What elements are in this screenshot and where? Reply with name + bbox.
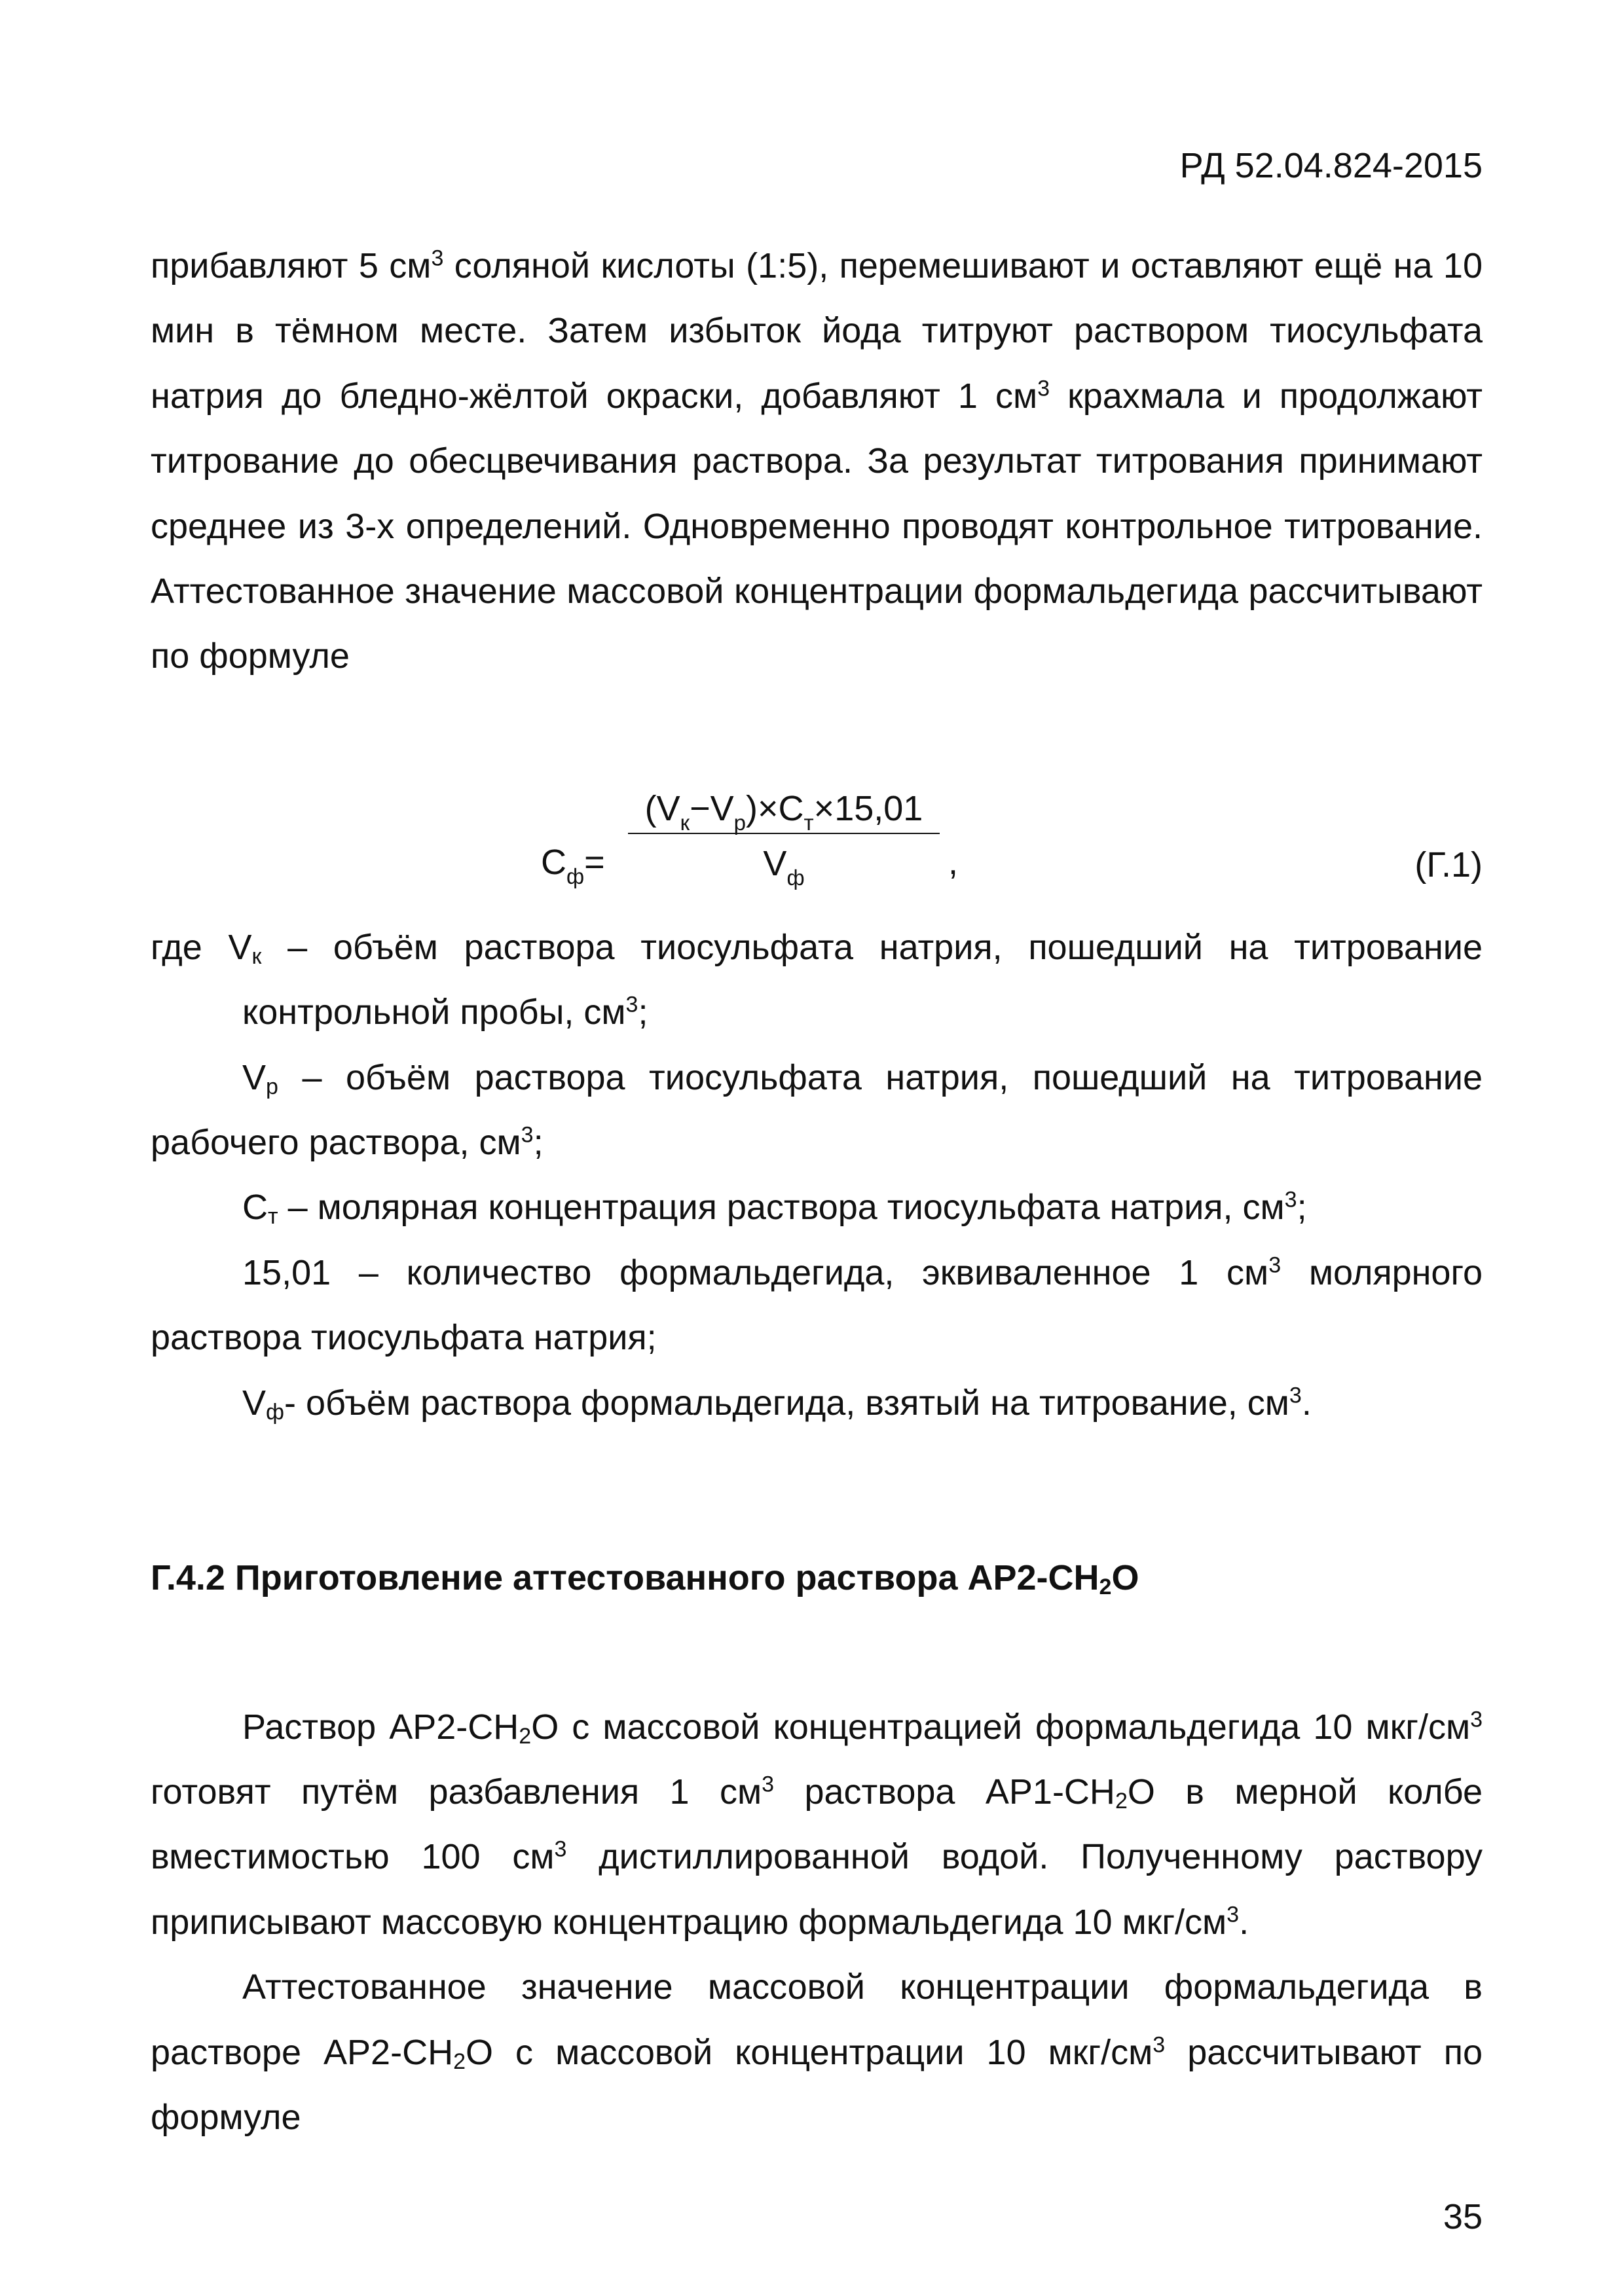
subscript: к — [251, 943, 262, 969]
formula-lhs: $C_ф=$ — [541, 842, 605, 888]
text-run: V — [242, 1057, 267, 1097]
superscript: 3 — [1268, 1252, 1282, 1278]
formula-comma: , — [948, 842, 959, 882]
text-run: прибавляют 5 см — [151, 246, 432, 285]
text-run: готовят путём разбавления 1 см — [151, 1772, 762, 1812]
superscript: 3 — [1470, 1706, 1483, 1732]
text-run: где V — [151, 927, 252, 967]
where-item-vr — [151, 1046, 1483, 1176]
spacer — [151, 1436, 1483, 1546]
text-run: Аттестованное значение массовой концентрации формальдегида в растворе АР2-СН — [151, 1967, 1483, 2072]
superscript: 3 — [625, 992, 638, 1017]
formula-fraction — [628, 788, 940, 890]
text-run: ; — [533, 1123, 544, 1163]
doc-code: РД 52.04.824-2015 — [1179, 146, 1483, 185]
equation-number: (Г.1) — [1414, 845, 1483, 884]
superscript: 3 — [762, 1772, 775, 1797]
text-run: раствора АР1-СН — [774, 1772, 1115, 1812]
text-run: – объём раствора тиосульфата натрия, пошедший на титрование рабочего раствора, см — [151, 1057, 1483, 1163]
text-run: крахмала и продолжают титрование до обесцвечивания раствора. За результат титрования принимают среднее из 3-х определений. Одновременно проводят контрольное титрование. Аттестованное значение массовой концентрации формальдегида рассчитывают по формуле — [151, 376, 1483, 676]
subscript: ф — [266, 1399, 285, 1425]
text-run: О в мерной колбе вместимостью 100 см — [151, 1772, 1483, 1877]
paragraph-preparation — [151, 1695, 1483, 1956]
spacer — [151, 689, 1483, 779]
text-run: О — [1111, 1558, 1139, 1598]
text-run: Г.4.2 Приготовление аттестованного раствора АР2-СН — [151, 1558, 1099, 1598]
text-run: Раствор АР2-СН — [242, 1707, 519, 1747]
superscript: 3 — [431, 246, 444, 271]
text-run: ; — [1297, 1188, 1307, 1228]
superscript: 3 — [1284, 1187, 1297, 1212]
text-run: соляной кислоты (1:5), перемешивают и оставляют ещё на 10 мин в тёмном месте. Затем избыток йода титруют раствором тиосульфата натрия до бледно-жёлтой окраски, добавляют 1 см — [151, 246, 1483, 416]
text-run: . — [1239, 1902, 1249, 1942]
spacer — [151, 1611, 1483, 1695]
superscript: 3 — [554, 1836, 567, 1862]
text-run: дистиллированной водой. Полученному раствору приписывают массовую концентрацию формальдегида 10 мкг/см — [151, 1837, 1483, 1942]
text-run: V — [242, 1383, 267, 1423]
text-run: ; — [638, 993, 648, 1032]
superscript: 3 — [521, 1122, 534, 1148]
subscript: 2 — [1099, 1574, 1112, 1599]
text-run: О с массовой концентрацией формальдегида 10 мкг/см — [531, 1707, 1471, 1747]
paragraph-intro — [151, 234, 1483, 689]
section-heading — [151, 1546, 1483, 1611]
subscript: т — [268, 1204, 278, 1230]
where-item-vk — [151, 915, 1483, 1046]
page-content — [151, 234, 1483, 2150]
formula-numerator: $(V_к-V_р)\times C_т\times 15,01$ — [644, 788, 923, 835]
where-item-vf — [151, 1371, 1483, 1436]
superscript: 3 — [1227, 1902, 1240, 1927]
where-item-ct — [151, 1175, 1483, 1240]
subscript: 2 — [1115, 1788, 1128, 1813]
paragraph-attested-value — [151, 1955, 1483, 2150]
superscript: 3 — [1037, 376, 1050, 401]
subscript: р — [266, 1074, 278, 1099]
subscript: 2 — [519, 1723, 532, 1749]
page-number: 35 — [1443, 2197, 1483, 2236]
text-run: 15,01 – количество формальдегида, эквиваленное 1 см — [242, 1252, 1269, 1292]
text-run: О с массовой концентрации 10 мкг/см — [465, 2032, 1153, 2072]
superscript: 3 — [1289, 1383, 1302, 1408]
text-run: - объём раствора формальдегида, взятый на титрование, см — [284, 1383, 1289, 1423]
formula-denominator: $V_ф$ — [763, 843, 805, 890]
where-item-constant — [151, 1241, 1483, 1371]
text-run: – молярная концентрация раствора тиосульфата натрия, см — [278, 1188, 1285, 1228]
fraction-bar — [628, 833, 940, 834]
text-run: C — [242, 1188, 268, 1228]
text-run: – объём раствора тиосульфата натрия, пошедший на титрование контрольной пробы, см — [242, 927, 1483, 1032]
text-run: молярного раствора тиосульфата натрия; — [151, 1252, 1483, 1358]
text-run: рассчитывают по формуле — [151, 2032, 1483, 2137]
text-run: . — [1301, 1383, 1312, 1423]
subscript: 2 — [453, 2049, 466, 2074]
formula-g1 — [151, 779, 1483, 915]
superscript: 3 — [1153, 2032, 1166, 2057]
